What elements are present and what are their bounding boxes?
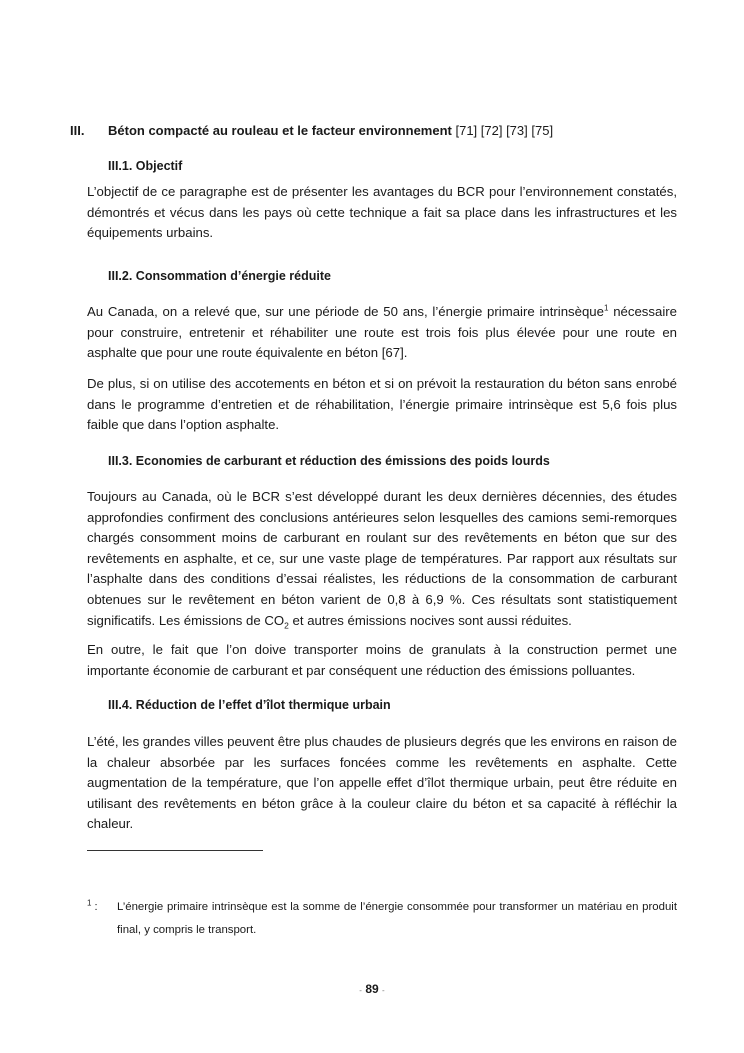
footnote-reference: 1 <box>603 303 609 313</box>
section-heading <box>70 122 553 140</box>
subsection-heading-objectif: III.1. Objectif <box>108 159 183 173</box>
paragraph-carburant-1-text-cont: et autres émissions nocives sont aussi réduites. <box>288 612 572 628</box>
paragraph-carburant-1-text: Toujours au Canada, où le BCR s’est développé durant les deux dernières décennies, des études approfondies confirment des conclusions antérieures selon lesquelles des camions semi-remorques chargés consomment moins de carburant en roulant sur des revêtements en béton que sur des revêtements en asphalte, et ce, sur une vaste plage de températures. Par rapport aux résultats sur l’asphalte dans des conditions d’essai réalistes, les réductions de la consommation de carburant obtenues sur le revêtement en béton varient de 0,8 à 6,9 %. Ces résultats sont statistiquement significatifs. Les émissions de CO <box>87 489 677 628</box>
paragraph-energie-2: De plus, si on utilise des accotements en béton et si on prévoit la restauration du béton sans enrobé dans le programme d’entretien et de réhabilitation, l’énergie primaire intrinsèque est 5,6 fois plus faible que dans l’option asphalte. <box>87 376 677 433</box>
footnote-number: 1 <box>87 898 92 908</box>
page-number-dot-left: - <box>359 986 362 995</box>
footnote-text: L’énergie primaire intrinsèque est la somme de l’énergie consommée pour transformer un matériau en produit final, y compris le transport. <box>117 901 677 936</box>
section-number: III. <box>70 123 85 138</box>
section-references: [71] [72] [73] [75] <box>455 123 554 138</box>
subsection-heading-energie: III.2. Consommation d’énergie réduite <box>108 269 331 283</box>
page-number <box>0 982 744 996</box>
page-number-value: 89 <box>365 982 379 996</box>
paragraph-carburant-2: En outre, le fait que l’on doive transporter moins de granulats à la construction permet une importante économie de carburant et par conséquent une réduction des émissions polluantes. <box>87 642 677 678</box>
footnote-marker <box>87 896 115 919</box>
section-title: Béton compacté au rouleau et le facteur environnement <box>108 123 452 138</box>
footnote <box>87 896 677 942</box>
subsection-heading-ilot: III.4. Réduction de l’effet d’îlot thermique urbain <box>108 698 391 712</box>
paragraph-carburant-1 <box>87 487 677 631</box>
page-number-dot-right: - <box>382 986 385 995</box>
paragraph-objectif: L’objectif de ce paragraphe est de présenter les avantages du BCR pour l’environnement constatés, démontrés et vécus dans les pays où cette technique a fait sa place dans les infrastructures et les équipements urbains. <box>87 184 677 241</box>
subsection-heading-carburant: III.3. Economies de carburant et réduction des émissions des poids lourds <box>108 454 550 468</box>
paragraph-energie-1-text: Au Canada, on a relevé que, sur une période de 50 ans, l’énergie primaire intrinsèque <box>87 304 604 319</box>
paragraph-ilot: L’été, les grandes villes peuvent être plus chaudes de plusieurs degrés que les environs en raison de la chaleur absorbée par les surfaces foncées comme les revêtements en asphalte. Cette augmentation de la température, que l’on appelle effet d’îlot thermique urbain, peut être réduite en utilisant des revêtements en béton grâce à la couleur claire du béton et sa capacité à réfléchir la chaleur. <box>87 734 677 832</box>
paragraph-energie-1 <box>87 302 677 364</box>
paragraph-energie-1-text-cont: nécessaire pour construire, entretenir et réhabiliter une route est trois fois plus élevée pour une route en asphalte que pour une route équivalente en béton [67]. <box>87 304 677 361</box>
footnote-colon: : <box>94 901 98 913</box>
co2-subscript: 2 <box>284 620 289 631</box>
footnote-separator <box>87 850 263 851</box>
